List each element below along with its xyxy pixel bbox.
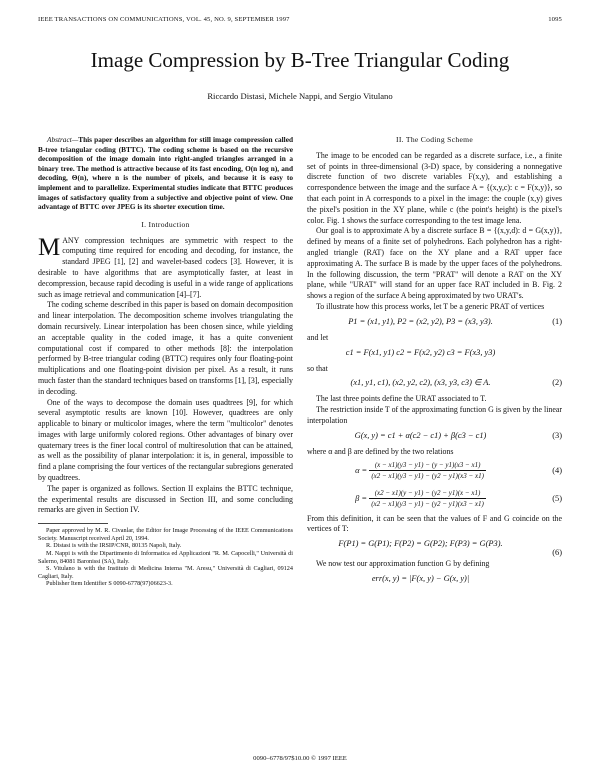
footnote: M. Nappi is with the Dipartimento di Informatica ed Applicazioni "R. M. Capocelli," Università di Salerno, 84081 Baronissi (SA), Italy. xyxy=(38,550,293,565)
footnote: Publisher Item Identifier S 0090-6778(97)06623-3. xyxy=(46,580,173,588)
footnote: Paper approved by M. R. Civanlar, the Editor for Image Processing of the IEEE Communications Society. Manuscript received April 20, 1994. xyxy=(38,527,293,542)
equation-4-body: α = $\frac{(x - x1)(y3 - y1) - (y - y1)(x3 - x1)}{(x2 - x1)(y3 - y1) - (y2 - y1)(x3 - x1)}$ xyxy=(355,460,484,481)
dropcap: M xyxy=(38,233,61,261)
equation-5-number: (5) xyxy=(552,493,562,503)
equation-6-number: (6) xyxy=(552,548,562,558)
equation-6-body: F(P1) = G(P1); F(P2) = G(P2); F(P3) = G(P3). xyxy=(338,539,503,549)
intro-paragraph-4: The paper is organized as follows. Section II explains the BTTC technique, the experimental results are discussed in Section III, and some concluding remarks are given in Section IV. xyxy=(38,483,293,515)
equation-2-number: (2) xyxy=(552,378,562,388)
right-column xyxy=(307,135,562,590)
section-heading-intro: I. Introduction xyxy=(141,219,190,229)
footnote: S. Vitulano is with the Instituto di Medicina Interna "M. Aresu," Università di Cagliari, 09124 Cagliari, Italy. xyxy=(38,565,293,580)
intro-paragraph-2: The coding scheme described in this paper is based on domain decomposition and linear interpolation. The decomposition scheme involves triangulating the domain recursively. Linear interpolation has been chosen since, while yielding an acceptable quality in the coded image, it has a quite convenient computational cost if compared to other methods [8]: the interpolation performed by B-tree triangular coding (BTTC) requires only four floating-point multiplications and one floating-point division per pixel. As a result, it runs much faster than the standard techniques based on transforms [1], [3], especially in decoding. xyxy=(38,300,293,396)
equation-4-number: (4) xyxy=(552,465,562,475)
equation-2-body: (x1, y1, c1), (x2, y2, c2), (x3, y3, c3) ∈ A. xyxy=(350,378,491,388)
coding-paragraph-5: The restriction inside T of the approximating function G is given by the linear interpolation xyxy=(307,405,562,425)
equation-7-body: err(x, y) = |F(x, y) − G(x, y)| xyxy=(371,573,470,583)
journal-header: IEEE TRANSACTIONS ON COMMUNICATIONS, VOL. 45, NO. 9, SEPTEMBER 1997 xyxy=(38,16,290,23)
abstract-text: This paper describes an algorithm for still image compression called B-tree triangular coding (BTTC). The coding scheme is based on the recursive decomposition of the image domain into right-angled triangles arranged in a binary tree. The method is attractive because of its fast encoding, O(n log n), and decoding, Θ(n), where n is the number of pixels, and because it is easy to implement and to parallelize. Experimental studies indicate that BTTC produces images of satisfactory quality from a subjective and objective point of view. One advantage of BTTC over JPEG is its shorter execution time. xyxy=(38,135,293,212)
equation-1-number: (1) xyxy=(552,316,562,326)
equation-1 xyxy=(307,313,562,333)
coding-paragraph-1: The image to be encoded can be regarded as a discrete surface, i.e., a finite set of points in three-dimensional (3-D) space, by considering a nonnegative discrete function of two discrete variables F(x,y), and establishing a correspondence between the image and the surface A = {(x,y,c): c = F(x,y)}, so that each point in A corresponds to a pixel in the image: the couple (x,y) gives the pixel's position in the XY plane, while c (the point's height) is the pixel's color. Fig. 1 shows the surface corresponding to the test image lena. xyxy=(307,150,562,225)
and-let-text: and let xyxy=(307,332,329,342)
coding-paragraph-7: From this definition, it can be seen that the values of F and G coincide on the vertices of T: xyxy=(307,513,562,534)
beta-denominator: (x2 − x1)(y3 − y1) − (y2 − y1)(x3 − x1) xyxy=(371,500,484,509)
beta-fraction xyxy=(369,488,486,511)
equation-5 xyxy=(307,486,562,514)
equation-c-body: c1 = F(x1, y1) c2 = F(x2, y2) c3 = F(x3, y3) xyxy=(345,347,496,357)
equation-4 xyxy=(307,458,562,486)
equation-3-number: (3) xyxy=(552,430,562,440)
so-that-text: so that xyxy=(307,363,328,373)
intro-paragraph-3: One of the ways to decompose the domain uses quadtrees [9], for which several asymptotic results are known [10]. However, quadtrees are only applicable to binary or multicolor images, where the term "multicolor" denotes images with large uniformly colored regions. Other advantages of binary over quaternary trees is the finer local control of multiresolution that can be attained, as well as the possibility of planar interpolation: it is, in general, impossible to find a plane comprising the four vertices of the rectangular subregions generated by quadtrees. xyxy=(38,397,293,483)
paper-title: Image Compression by B-Tree Triangular Coding xyxy=(90,48,510,72)
authors: Riccardo Distasi, Michele Nappi, and Sergio Vitulano xyxy=(207,91,393,101)
footnote-rule xyxy=(38,523,108,524)
abstract xyxy=(38,135,293,212)
section-heading-coding: II. The Coding Scheme xyxy=(395,135,474,144)
footnote: R. Distasi is with the IRSIP/CNR, 80135 Napoli, Italy. xyxy=(46,542,182,550)
equation-1-body: P1 = (x1, y1), P2 = (x2, y2), P3 = (x3, y3). xyxy=(348,316,493,326)
coding-paragraph-4: The last three points define the URAT associated to T. xyxy=(316,394,487,404)
copyright-line: 0090–6778/97$10.00 © 1997 IEEE xyxy=(253,755,347,762)
equation-3-body: G(x, y) = c1 + α(c2 − c1) + β(c3 − c1) xyxy=(354,430,487,440)
alpha-fraction xyxy=(369,460,486,483)
equation-7 xyxy=(307,570,562,590)
running-header xyxy=(38,16,562,23)
footnotes xyxy=(38,527,293,588)
intro-paragraph-1: MANY compression techniques are symmetric with respect to the computing time required for encoding and decoding, for instance, the standard JPEG [1], [2] and wavelet-based codecs [3]. However, it is desirable to have algorithms that are asymptotically faster, at least in decompression, because rapid decoding is useful in a wide range of applications such as image retrieval and communication [4]–[7]. xyxy=(38,233,293,299)
equation-3 xyxy=(307,427,562,447)
page-number: 1095 xyxy=(548,16,562,23)
abstract-label: Abstract— xyxy=(47,135,79,144)
equation-6 xyxy=(307,535,562,559)
equation-c-values xyxy=(307,344,562,364)
alpha-denominator: (x2 − x1)(y3 − y1) − (y2 − y1)(x3 − x1) xyxy=(371,472,484,481)
equation-5-body: β = $\frac{(x2 - x1)(y - y1) - (y2 - y1)(x - x1)}{(x2 - x1)(y3 - y1) - (y2 - y1)(x3 - x1)}$ xyxy=(355,488,484,509)
equation-2 xyxy=(307,374,562,394)
left-column xyxy=(38,135,293,588)
coding-paragraph-2: Our goal is to approximate A by a discrete surface B = {(x,y,d): d = G(x,y)}, defined by means of a finite set of polyhedrons. Each polyhedron has a right-angled triangle (RAT) face on the XY plane and a RAT upper face approximating A. The surface B is made by the upper faces of the polyhedrons. In the following discussion, the term "PRAT" will denote a RAT on the XY plane, while "URAT" will stand for an upper face RAT included in B. Fig. 2 shows a region of the surface A being approximated by two URAT's. xyxy=(307,226,562,301)
coding-paragraph-8: We now test our approximation function G by defining xyxy=(316,559,490,569)
alpha-numerator: (x − x1)(y3 − y1) − (y − y1)(x3 − x1) xyxy=(369,460,486,472)
coding-paragraph-3: To illustrate how this process works, let T be a generic PRAT of vertices xyxy=(316,301,545,311)
beta-numerator: (x2 − x1)(y − y1) − (y2 − y1)(x − x1) xyxy=(369,488,486,500)
coding-paragraph-6: where α and β are defined by the two relations xyxy=(307,446,454,456)
